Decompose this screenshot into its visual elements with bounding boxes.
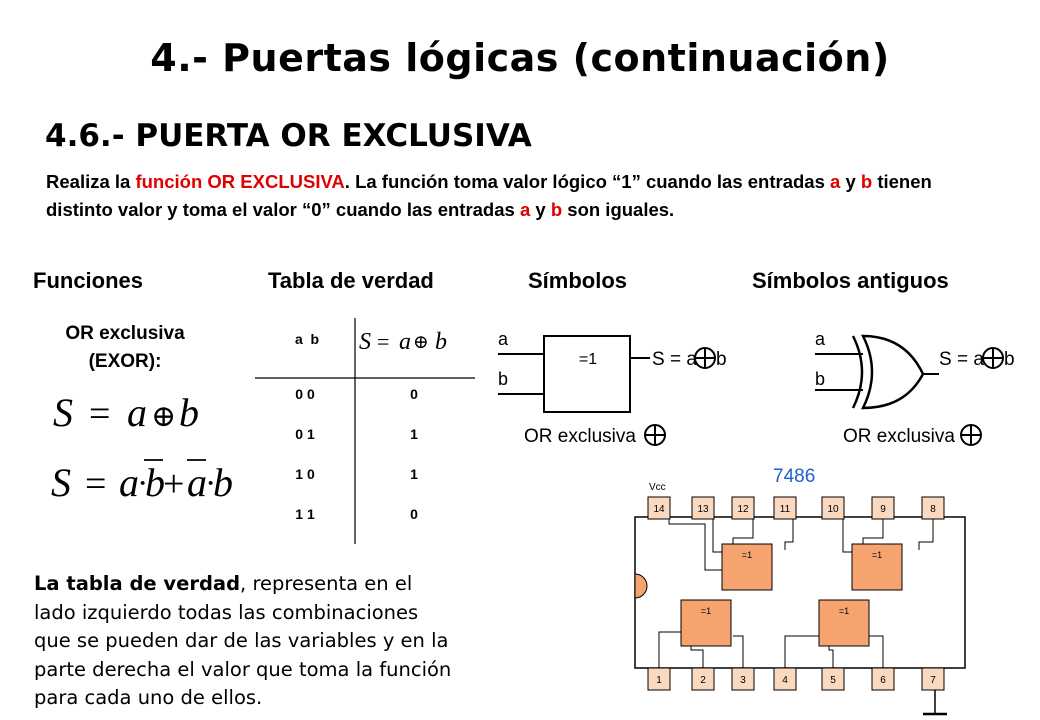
symbol-caption: OR exclusiva <box>524 426 636 447</box>
table-row <box>295 386 418 402</box>
table-cell-output: 1 <box>410 426 418 442</box>
desc-var-a: a <box>830 171 841 192</box>
header-funciones: Funciones <box>33 268 144 293</box>
chip-pin-top <box>872 497 894 519</box>
header-tabla-verdad: Tabla de verdad <box>268 268 434 293</box>
desc-text: y <box>840 171 861 192</box>
gate-box <box>544 336 630 412</box>
chip-pin-bottom <box>692 668 714 690</box>
table-cell-output: 1 <box>410 466 418 482</box>
pin-number: 10 <box>827 504 839 515</box>
output-b: b <box>1004 349 1015 370</box>
xor-symbol-ansi <box>805 318 1037 458</box>
desc-var-a: a <box>519 199 531 220</box>
table-header-s: S <box>359 329 371 355</box>
header-simbolos: Símbolos <box>528 268 628 293</box>
pin-number: 11 <box>779 504 791 515</box>
chip-gate-label: =1 <box>700 606 712 616</box>
symbol-caption: OR exclusiva <box>843 426 955 447</box>
chip-pin-top <box>732 497 754 519</box>
symbol-input-b: b <box>815 369 826 389</box>
formula-xor <box>45 388 245 438</box>
xor-circle-icon <box>695 348 715 368</box>
table-cell-input: 1 1 <box>295 506 315 522</box>
xor-operator: ⊕ <box>151 399 177 434</box>
chip-gate <box>681 600 731 646</box>
explanation-text: , representa en el lado izquierdo todas las combinaciones que se pueden dar de las variables y en la parte derecha el valor que toma la función para cada uno de ellos. <box>34 572 452 709</box>
explanation-bold: La tabla de verdad <box>34 572 241 595</box>
pin-number: 7 <box>930 675 936 686</box>
pin-number: 12 <box>737 504 749 515</box>
pin-number: 8 <box>930 504 936 515</box>
gate-label: =1 <box>578 351 598 368</box>
pin-number: 14 <box>653 504 665 515</box>
pin-number: 2 <box>700 675 706 686</box>
chip-pin-top <box>922 497 944 519</box>
formula-a: a <box>119 460 139 505</box>
table-header-a: a <box>399 329 411 355</box>
chip-name: 7486 <box>773 466 816 487</box>
section-title: 4.6.- PUERTA OR EXCLUSIVA <box>45 118 532 154</box>
function-label: OR exclusiva (EXOR): <box>65 323 185 372</box>
xor-extra-curve <box>853 336 862 408</box>
table-cell-input: 0 0 <box>295 386 315 402</box>
desc-text: Realiza la <box>46 171 136 192</box>
xor-circle-icon <box>961 425 981 445</box>
desc-text: tienen distinto valor y toma el valor “0” cuando las entradas <box>46 171 932 220</box>
chip-pin-bottom <box>922 668 944 690</box>
desc-text: . La función toma valor lógico “1” cuando las entradas <box>344 171 831 192</box>
output-b: b <box>716 349 727 370</box>
formula-sop <box>45 450 245 508</box>
desc-text: y <box>530 199 551 220</box>
truth-table <box>255 318 480 546</box>
xor-circle-icon <box>983 348 1003 368</box>
table-cell-input: 0 1 <box>295 426 315 442</box>
vcc-label: Vcc <box>649 482 666 493</box>
pin-number: 13 <box>697 504 709 515</box>
xor-circle-icon <box>645 425 665 445</box>
formula-s: S <box>51 460 71 505</box>
table-header-b: b <box>435 329 447 355</box>
chip-gate-label: =1 <box>741 550 753 560</box>
formula-s: S <box>53 390 73 435</box>
desc-var-b: b <box>550 199 563 220</box>
description-paragraph <box>46 168 976 224</box>
pin-number: 4 <box>782 675 788 686</box>
chip-pin-bottom <box>822 668 844 690</box>
chip-pin-top <box>822 497 844 519</box>
table-row <box>295 506 418 522</box>
symbol-input-a: a <box>815 329 826 349</box>
pin-number: 5 <box>830 675 836 686</box>
formula-plus: + <box>163 463 185 505</box>
table-header-op: ⊕ <box>413 331 429 353</box>
page-title: 4.- Puertas lógicas (continuación) <box>150 36 890 80</box>
desc-var-b: b <box>860 171 873 192</box>
desc-highlight: función OR EXCLUSIVA <box>135 171 345 192</box>
table-cell-input: 1 0 <box>295 466 315 482</box>
chip-gate <box>852 544 902 590</box>
pin-number: 6 <box>880 675 886 686</box>
table-cell-output: 0 <box>410 386 418 402</box>
formula-equals: = <box>89 393 111 435</box>
chip-pin-bottom <box>774 668 796 690</box>
formula-a-negated: a <box>187 460 207 505</box>
output-label: S = a <box>652 349 697 370</box>
xor-symbol-iec <box>490 318 730 458</box>
pin-number: 1 <box>656 675 662 686</box>
formula-equals: = <box>85 463 107 505</box>
formula-b-negated: b <box>145 460 165 505</box>
table-header-inputs: a b <box>294 331 320 347</box>
pin-number: 9 <box>880 504 886 515</box>
header-simbolos-antiguos: Símbolos antiguos <box>752 268 949 293</box>
chip-pin-bottom <box>648 668 670 690</box>
chip-gate-label: =1 <box>871 550 883 560</box>
gate-body <box>863 336 923 408</box>
table-row <box>295 426 418 442</box>
desc-text: son iguales. <box>562 199 675 220</box>
table-header-eq: = <box>377 329 390 354</box>
chip-pin-bottom <box>732 668 754 690</box>
formula-dot: · <box>137 465 149 502</box>
chip-pin-top <box>774 497 796 519</box>
chip-7486-diagram <box>625 460 970 718</box>
chip-pin-top <box>692 497 714 519</box>
pin-number: 3 <box>740 675 746 686</box>
table-row <box>295 466 418 482</box>
symbol-input-a: a <box>498 329 509 349</box>
chip-gate <box>819 600 869 646</box>
chip-pin-bottom <box>872 668 894 690</box>
table-cell-output: 0 <box>410 506 418 522</box>
formula-b: b <box>213 460 233 505</box>
chip-pin-top <box>648 497 670 519</box>
chip-gate-label: =1 <box>838 606 850 616</box>
formula-dot: · <box>205 465 217 502</box>
explanation-paragraph <box>34 570 454 713</box>
output-label: S = a <box>939 349 984 370</box>
formula-b: b <box>179 390 199 435</box>
formula-a: a <box>127 390 147 435</box>
symbol-input-b: b <box>498 369 509 389</box>
chip-gate <box>722 544 772 590</box>
